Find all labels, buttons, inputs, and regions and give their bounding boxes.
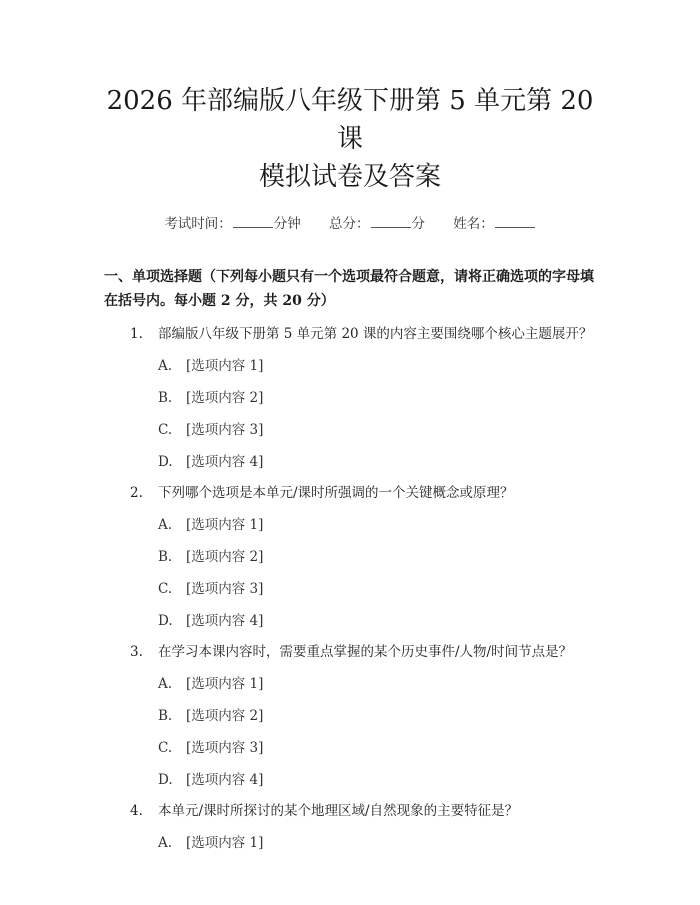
- question-number: 2.: [130, 485, 143, 501]
- total-score-unit: 分: [411, 216, 425, 232]
- option-list: [104, 674, 606, 790]
- option-letter: D.: [158, 772, 173, 788]
- question-number: 1.: [130, 326, 143, 342]
- option-item: [104, 356, 606, 376]
- option-item: [104, 833, 606, 853]
- option-text: [选项内容 3]: [186, 581, 264, 597]
- option-item: [104, 452, 606, 472]
- option-item: [104, 515, 606, 535]
- question-list: [104, 324, 606, 853]
- option-list: [104, 833, 606, 853]
- option-letter: D.: [158, 454, 173, 470]
- option-text: [选项内容 3]: [186, 422, 264, 438]
- question-text: 部编版八年级下册第 5 单元第 20 课的内容主要围绕哪个核心主题展开？: [158, 326, 593, 342]
- question-number: 4.: [130, 803, 143, 819]
- page-title: [94, 0, 606, 196]
- question-text: 本单元/课时所探讨的某个地理区域/自然现象的主要特征是？: [158, 803, 519, 819]
- option-letter: D.: [158, 613, 173, 629]
- question-text: 在学习本课内容时，需要重点掌握的某个历史事件/人物/时间节点是？: [158, 644, 573, 660]
- exam-time-label: 考试时间：: [164, 216, 232, 232]
- section-heading-single-choice: 一、单项选择题（下列每小题只有一个选项最符合题意，请将正确选项的字母填在括号内。每小题 2 分，共 20 分）: [104, 269, 594, 309]
- option-text: [选项内容 2]: [186, 708, 264, 724]
- option-letter: A.: [158, 358, 173, 374]
- option-text: [选项内容 1]: [186, 517, 264, 533]
- option-list: [104, 515, 606, 631]
- option-item: [104, 388, 606, 408]
- exam-time-field: [164, 212, 301, 232]
- option-letter: A.: [158, 676, 173, 692]
- option-text: [选项内容 1]: [186, 358, 264, 374]
- option-letter: A.: [158, 517, 173, 533]
- option-text: [选项内容 1]: [186, 676, 264, 692]
- exam-time-unit: 分钟: [273, 216, 301, 232]
- option-text: [选项内容 4]: [186, 772, 264, 788]
- student-name-field: [453, 212, 536, 232]
- option-item: [104, 706, 606, 726]
- total-score-blank[interactable]: [371, 215, 411, 228]
- option-list: [104, 356, 606, 472]
- option-item: [104, 611, 606, 631]
- option-letter: B.: [158, 390, 173, 406]
- question-item: [104, 324, 606, 344]
- question-item: [104, 483, 606, 503]
- option-letter: A.: [158, 835, 173, 851]
- option-text: [选项内容 1]: [186, 835, 264, 851]
- exam-time-blank[interactable]: [233, 215, 273, 228]
- question-number: 3.: [130, 644, 143, 660]
- exam-meta: [94, 212, 606, 232]
- question-item: [104, 642, 606, 662]
- title-line-1: 2026 年部编版八年级下册第 5 单元第 20 课: [106, 86, 594, 154]
- option-letter: B.: [158, 708, 173, 724]
- option-letter: C.: [158, 581, 173, 597]
- student-name-blank[interactable]: [495, 215, 535, 228]
- option-letter: C.: [158, 740, 173, 756]
- option-item: [104, 579, 606, 599]
- option-text: [选项内容 3]: [186, 740, 264, 756]
- total-score-field: [329, 212, 425, 232]
- question-text: 下列哪个选项是本单元/课时所强调的一个关键概念或原理？: [158, 485, 514, 501]
- option-item: [104, 770, 606, 790]
- student-name-label: 姓名：: [453, 216, 494, 232]
- option-text: [选项内容 4]: [186, 613, 264, 629]
- option-text: [选项内容 2]: [186, 549, 264, 565]
- option-text: [选项内容 4]: [186, 454, 264, 470]
- option-item: [104, 674, 606, 694]
- question-item: [104, 801, 606, 821]
- option-letter: C.: [158, 422, 173, 438]
- option-letter: B.: [158, 549, 173, 565]
- title-line-2: 模拟试卷及答案: [258, 162, 441, 192]
- option-item: [104, 547, 606, 567]
- option-item: [104, 738, 606, 758]
- option-item: [104, 420, 606, 440]
- option-text: [选项内容 2]: [186, 390, 264, 406]
- total-score-label: 总分：: [329, 216, 370, 232]
